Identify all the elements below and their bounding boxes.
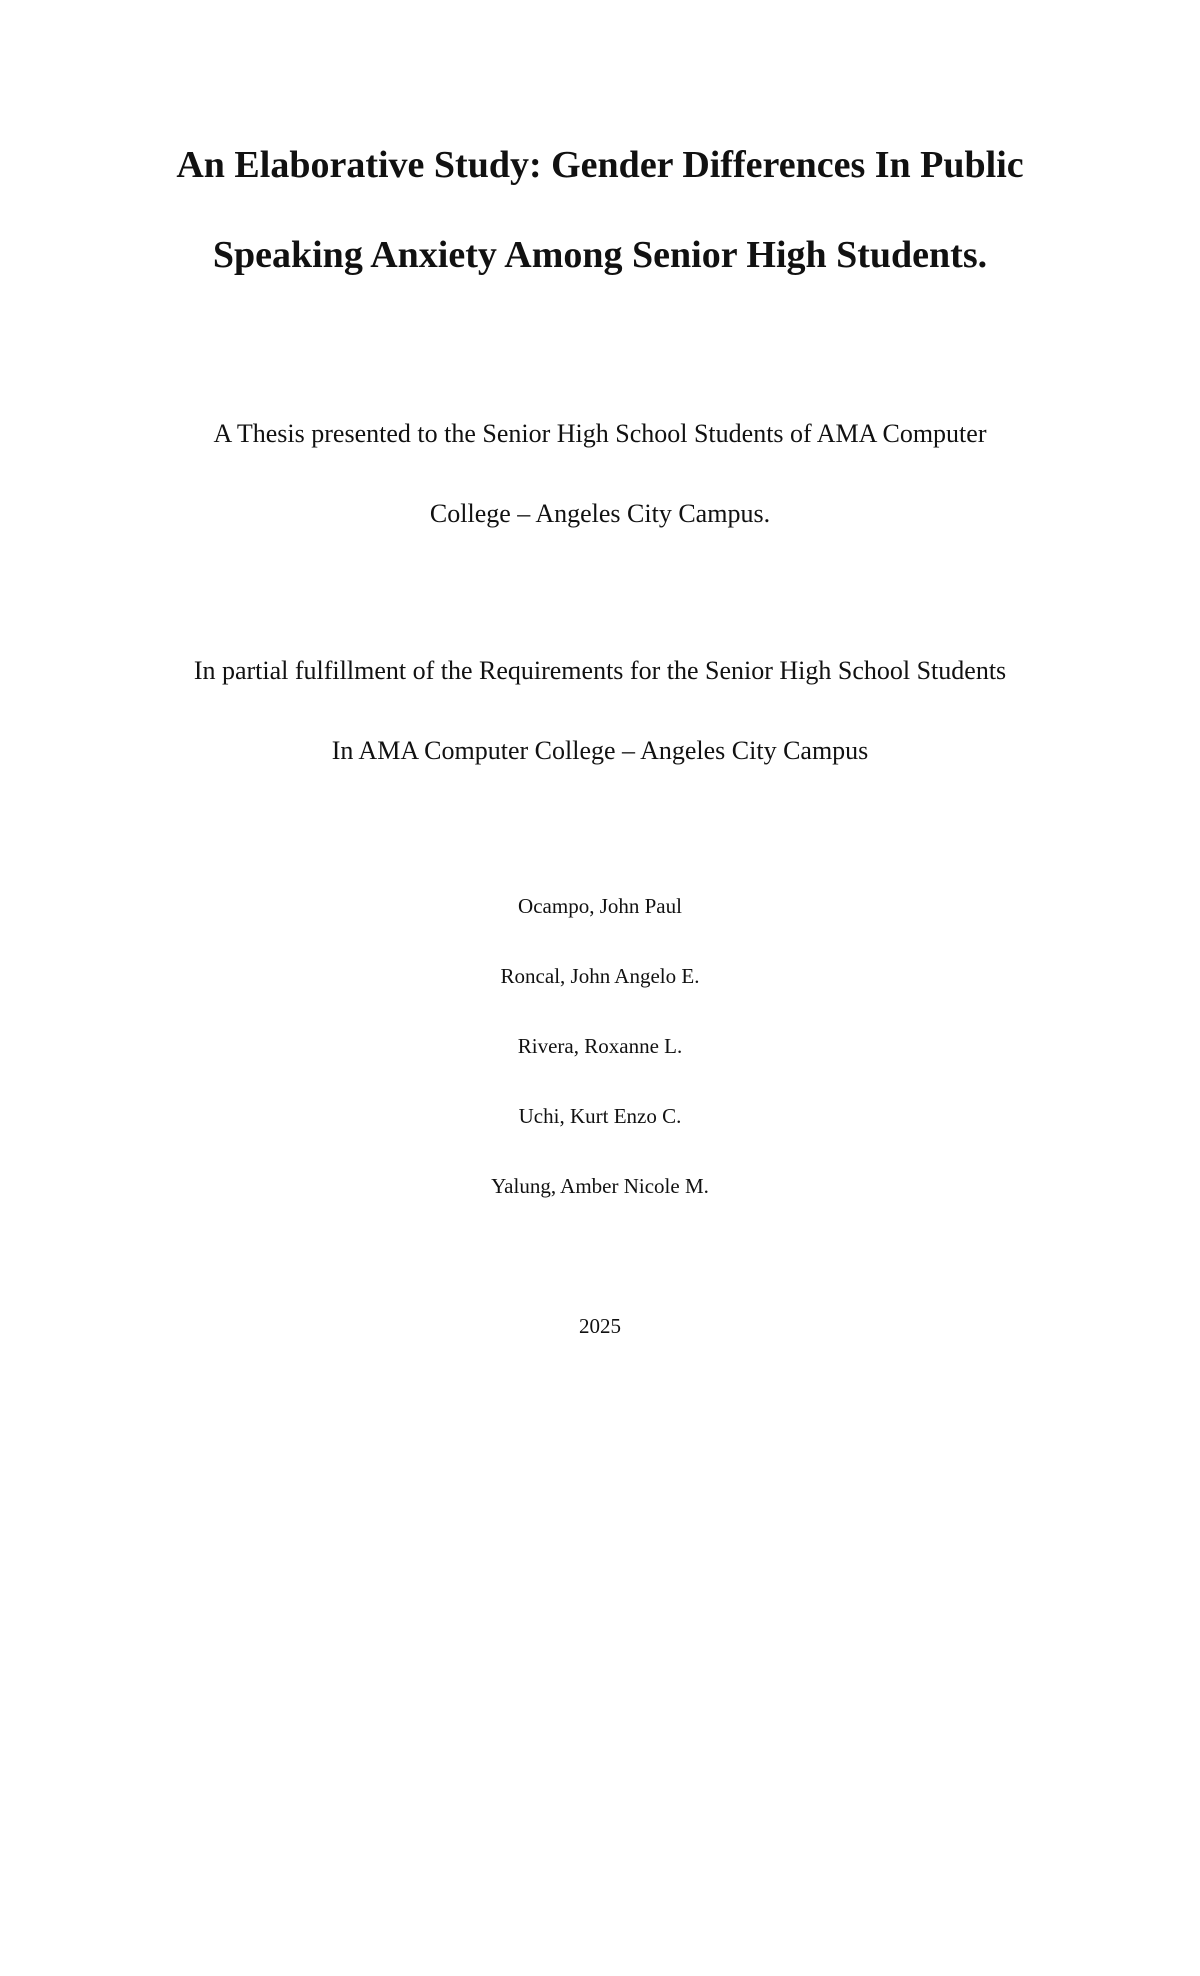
author-name: Rivera, Roxanne L. bbox=[517, 1034, 683, 1058]
thesis-statement-line-2: College – Angeles City Campus. bbox=[429, 499, 771, 528]
fulfillment-line-1: In partial fulfillment of the Requirements for the Senior High School Students bbox=[193, 656, 1007, 685]
author-name: Roncal, John Angelo E. bbox=[500, 964, 700, 988]
title-line-1: An Elaborative Study: Gender Differences In Public bbox=[176, 144, 1024, 186]
publication-year: 2025 bbox=[579, 1314, 621, 1338]
author-name: Ocampo, John Paul bbox=[518, 894, 682, 918]
author-name: Yalung, Amber Nicole M. bbox=[491, 1174, 709, 1198]
author-name: Uchi, Kurt Enzo C. bbox=[518, 1104, 682, 1128]
title-line-2: Speaking Anxiety Among Senior High Students. bbox=[212, 234, 988, 276]
fulfillment-line-2: In AMA Computer College – Angeles City Campus bbox=[331, 736, 869, 765]
thesis-statement-line-1: A Thesis presented to the Senior High School Students of AMA Computer bbox=[213, 419, 987, 448]
